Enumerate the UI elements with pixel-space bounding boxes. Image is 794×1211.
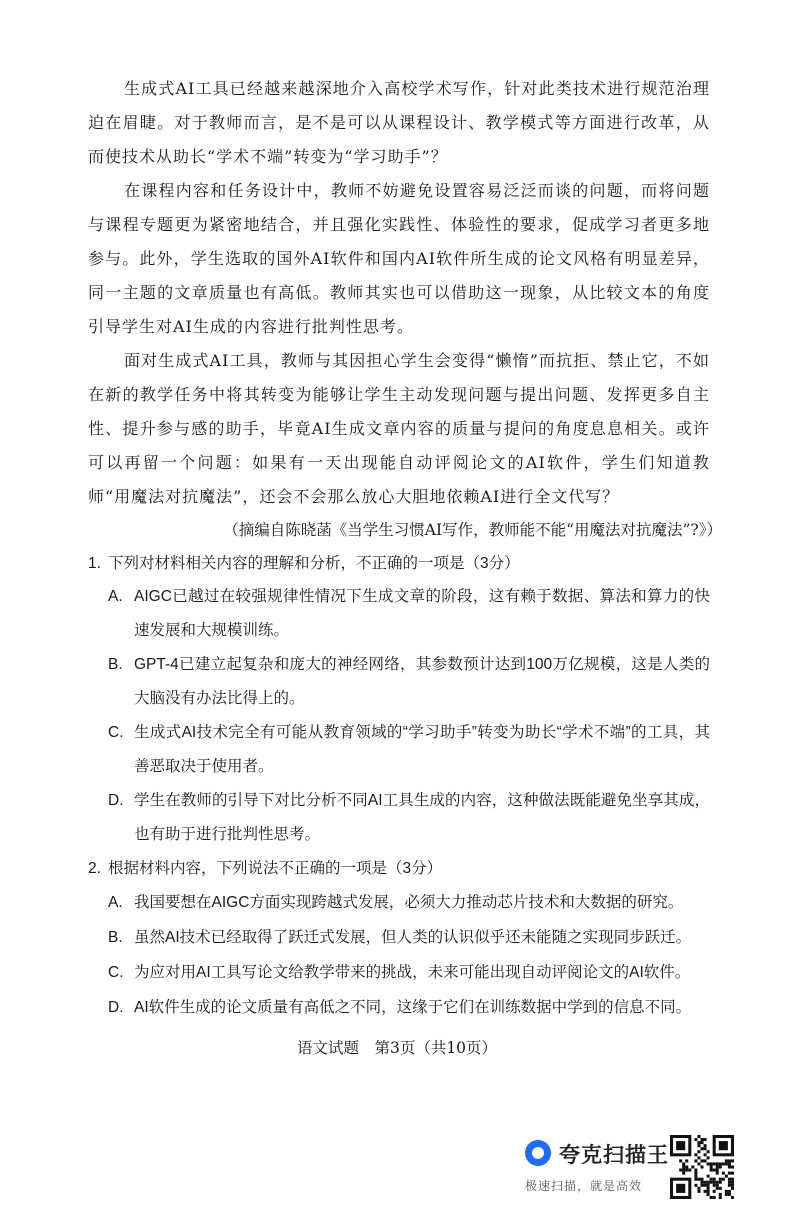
option-text: 生成式AI技术完全有可能从教育领域的“学习助手”转变为助长“学术不端”的工具，其善恶取决于使用者。 xyxy=(134,724,710,775)
question-2-number: 2. xyxy=(88,860,101,877)
option-text: 我国要想在AIGC方面实现跨越式发展，必须大力推动芯片技术和大数据的研究。 xyxy=(134,894,684,911)
option-text: 虽然AI技术已经取得了跃迁式发展，但人类的认识似乎还未能随之实现同步跃迁。 xyxy=(134,929,692,946)
question-2-option-a xyxy=(108,886,710,920)
passage-paragraph-1: 生成式AI工具已经越来越深地介入高校学术写作，针对此类技术进行规范治理迫在眉睫。对于教师而言，是不是可以从课程设计、教学模式等方面进行改革，从而使技术从助长“学术不端”转变为“学习助手”？ xyxy=(88,79,710,166)
passage-paragraph-2: 在课程内容和任务设计中，教师不妨避免设置容易泛泛而谈的问题，而将问题与课程专题更为紧密地结合，并且强化实践性、体验性的要求，促成学习者更多地参与。此外，学生选取的国外AI软件和国内AI软件所生成的论文风格有明显差异，同一主题的文章质量也有高低。教师其实也可以借助这一现象，从比较文本的角度引导学生对AI生成的内容进行批判性思考。 xyxy=(88,181,710,336)
question-2-stem: 根据材料内容，下列说法不正确的一项是（3分） xyxy=(108,860,443,877)
option-label: C. xyxy=(108,964,124,981)
question-2-option-c xyxy=(108,956,710,990)
question-2-option-b xyxy=(108,921,710,955)
option-text: AI软件生成的论文质量有高低之不同，这缘于它们在训练数据中学到的信息不同。 xyxy=(134,999,692,1016)
option-label: C. xyxy=(108,724,124,741)
quark-logo-icon xyxy=(525,1140,551,1166)
question-2 xyxy=(88,854,728,884)
question-1 xyxy=(88,549,728,579)
option-text: AIGC已越过在较强规律性情况下生成文章的阶段，这有赖于数据、算法和算力的快速发展和大规模训练。 xyxy=(134,588,710,639)
question-1-stem: 下列对材料相关内容的理解和分析，不正确的一项是（3分） xyxy=(108,555,520,572)
question-1-option-d xyxy=(108,784,710,852)
option-text: GPT-4已建立起复杂和庞大的神经网络，其参数预计达到100万亿规模，这是人类的大脑没有办法比得上的。 xyxy=(134,656,710,707)
option-label: A. xyxy=(108,588,123,605)
option-label: A. xyxy=(108,894,123,911)
option-text: 学生在教师的引导下对比分析不同AI工具生成的内容，这种做法既能避免坐享其成，也有助于进行批判性思考。 xyxy=(134,792,710,843)
option-label: D. xyxy=(108,999,124,1016)
option-label: D. xyxy=(108,792,124,809)
page-footer: 语文试题 第3页（共10页） xyxy=(296,1039,498,1057)
question-1-number: 1. xyxy=(88,555,101,572)
question-2-option-d xyxy=(108,991,710,1025)
source-citation: （摘编自陈晓菡《当学生习惯AI写作，教师能不能“用魔法对抗魔法”?》） xyxy=(223,521,722,539)
watermark-slogan: 极速扫描，就是高效 xyxy=(525,1179,643,1193)
qr-code-icon xyxy=(670,1135,734,1199)
watermark-name: 夸克扫描王 xyxy=(559,1143,669,1167)
passage-paragraph-3: 面对生成式AI工具，教师与其因担心学生会变得“懒惰”而抗拒、禁止它，不如在新的教学任务中将其转变为能够让学生主动发现问题与提出问题、发挥更多自主性、提升参与感的助手，毕竟AI生成文章内容的质量与提问的角度息息相关。或许可以再留一个问题：如果有一天出现能自动评阅论文的AI软件，学生们知道教师“用魔法对抗魔法”，还会不会那么放心大胆地依赖AI进行全文代写？ xyxy=(88,351,710,506)
option-label: B. xyxy=(108,656,123,673)
option-label: B. xyxy=(108,929,123,946)
option-text: 为应对用AI工具写论文给教学带来的挑战，未来可能出现自动评阅论文的AI软件。 xyxy=(134,964,691,981)
question-1-option-c xyxy=(108,716,710,784)
question-1-option-b xyxy=(108,648,710,716)
question-1-option-a xyxy=(108,580,710,648)
scanner-watermark xyxy=(522,1137,672,1201)
